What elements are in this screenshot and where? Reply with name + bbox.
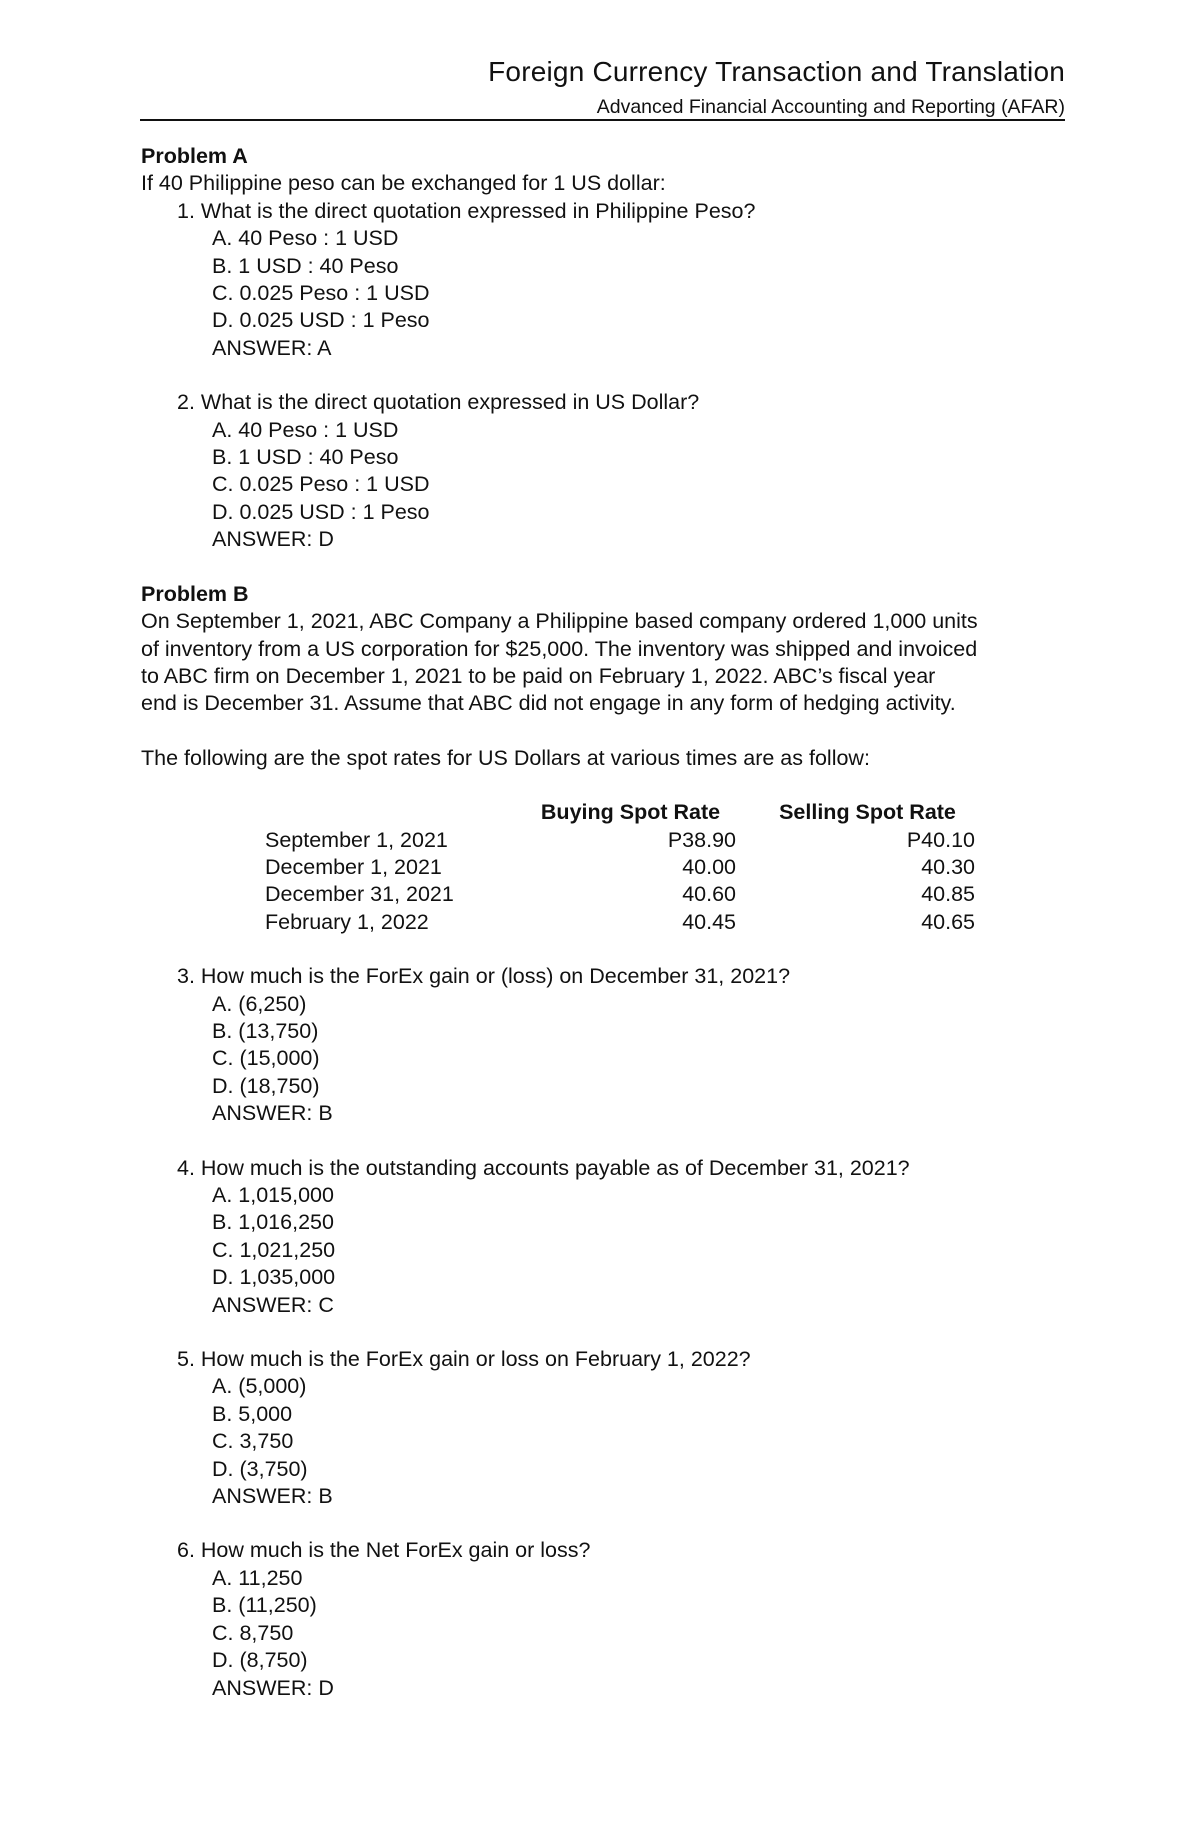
option-a: A. 1,015,000 bbox=[212, 1183, 334, 1207]
answer: ANSWER: C bbox=[212, 1292, 334, 1317]
option-a: A. (5,000) bbox=[212, 1374, 307, 1399]
question-6 bbox=[141, 1537, 1071, 1701]
document-title: Foreign Currency Transaction and Translation bbox=[488, 56, 1065, 87]
table-header-date bbox=[265, 799, 511, 826]
answer: ANSWER: D bbox=[212, 1675, 334, 1700]
option-d: D. 0.025 USD : 1 Peso bbox=[212, 499, 430, 524]
table-row bbox=[265, 881, 985, 908]
question-2 bbox=[141, 389, 1071, 553]
answer: ANSWER: D bbox=[212, 527, 334, 552]
document-subtitle: Advanced Financial Accounting and Reporting (AFAR) bbox=[596, 96, 1065, 118]
buying-rate-cell: 40.45 bbox=[682, 909, 736, 934]
buying-rate-cell: 40.60 bbox=[682, 882, 736, 907]
option-b: B. 1 USD : 40 Peso bbox=[212, 253, 399, 278]
option-c: C. 0.025 Peso : 1 USD bbox=[212, 281, 430, 306]
question-text: 6. How much is the Net ForEx gain or loss? bbox=[177, 1538, 591, 1563]
paragraph-line: of inventory from a US corporation for $25,000. The inventory was shipped and invoiced bbox=[141, 636, 978, 661]
question-text: 4. How much is the outstanding accounts payable as of December 31, 2021? bbox=[177, 1155, 910, 1180]
option-c: C. 1,021,250 bbox=[212, 1237, 336, 1262]
selling-rate-cell: 40.65 bbox=[921, 909, 975, 934]
buying-rate-cell: 40.00 bbox=[682, 854, 736, 879]
option-c: C. (15,000) bbox=[212, 1046, 320, 1071]
option-b: B. (13,750) bbox=[212, 1018, 319, 1043]
date-cell: February 1, 2022 bbox=[265, 909, 429, 934]
option-d: D. (8,750) bbox=[212, 1648, 308, 1673]
option-c: C. 8,750 bbox=[212, 1620, 294, 1645]
question-text: 3. How much is the ForEx gain or (loss) on December 31, 2021? bbox=[177, 964, 791, 989]
problem-b-heading: Problem B bbox=[141, 581, 249, 606]
selling-rate-cell: 40.30 bbox=[921, 854, 975, 879]
selling-rate-cell: P40.10 bbox=[906, 827, 975, 852]
table-row bbox=[265, 909, 985, 936]
buying-rate-cell: P38.90 bbox=[667, 827, 736, 852]
option-a: A. 11,250 bbox=[212, 1565, 303, 1590]
problem-b-paragraph bbox=[141, 608, 1071, 718]
option-a: A. 40 Peso : 1 USD bbox=[212, 417, 399, 442]
answer: ANSWER: B bbox=[212, 1484, 333, 1509]
option-a: A. 40 Peso : 1 USD bbox=[212, 226, 399, 251]
table-header-row bbox=[265, 799, 985, 826]
paragraph-line: On September 1, 2021, ABC Company a Philippine based company ordered 1,000 units bbox=[141, 609, 978, 634]
problem-a-heading: Problem A bbox=[141, 144, 248, 168]
spot-rates-table bbox=[265, 799, 985, 936]
question-text: 5. How much is the ForEx gain or loss on February 1, 2022? bbox=[177, 1347, 751, 1372]
question-4 bbox=[141, 1155, 1071, 1319]
question-5 bbox=[141, 1346, 1071, 1510]
option-c: C. 3,750 bbox=[212, 1429, 294, 1454]
date-cell: December 31, 2021 bbox=[265, 882, 454, 907]
paragraph-line: to ABC firm on December 1, 2021 to be paid on February 1, 2022. ABC’s fiscal year bbox=[141, 663, 936, 688]
table-header-buying: Buying Spot Rate bbox=[540, 800, 721, 825]
date-cell: December 1, 2021 bbox=[265, 854, 442, 879]
paragraph-line: end is December 31. Assume that ABC did not engage in any form of hedging activity. bbox=[141, 691, 956, 716]
problem-a-intro: If 40 Philippine peso can be exchanged for 1 US dollar: bbox=[141, 171, 666, 196]
option-d: D. (3,750) bbox=[212, 1456, 308, 1481]
question-text: 1. What is the direct quotation expressed in Philippine Peso? bbox=[177, 198, 756, 223]
option-b: B. (11,250) bbox=[212, 1593, 317, 1618]
question-1 bbox=[141, 198, 1071, 362]
option-d: D. (18,750) bbox=[212, 1073, 320, 1098]
question-3 bbox=[141, 963, 1071, 1127]
answer: ANSWER: A bbox=[212, 335, 332, 360]
rates-intro: The following are the spot rates for US Dollars at various times are as follow: bbox=[141, 745, 870, 770]
table-row bbox=[265, 854, 985, 881]
option-b: B. 1 USD : 40 Peso bbox=[212, 445, 399, 470]
selling-rate-cell: 40.85 bbox=[921, 882, 975, 907]
date-cell: September 1, 2021 bbox=[265, 827, 448, 852]
document-body bbox=[141, 143, 1071, 1702]
header-divider bbox=[140, 119, 1065, 121]
option-c: C. 0.025 Peso : 1 USD bbox=[212, 472, 430, 497]
table-row bbox=[265, 827, 985, 854]
question-text: 2. What is the direct quotation expressed in US Dollar? bbox=[177, 390, 700, 415]
option-d: D. 1,035,000 bbox=[212, 1265, 336, 1290]
option-a: A. (6,250) bbox=[212, 991, 307, 1016]
option-b: B. 5,000 bbox=[212, 1401, 293, 1426]
answer: ANSWER: B bbox=[212, 1101, 333, 1126]
option-b: B. 1,016,250 bbox=[212, 1210, 334, 1235]
option-d: D. 0.025 USD : 1 Peso bbox=[212, 308, 430, 333]
table-header-selling: Selling Spot Rate bbox=[779, 800, 956, 825]
